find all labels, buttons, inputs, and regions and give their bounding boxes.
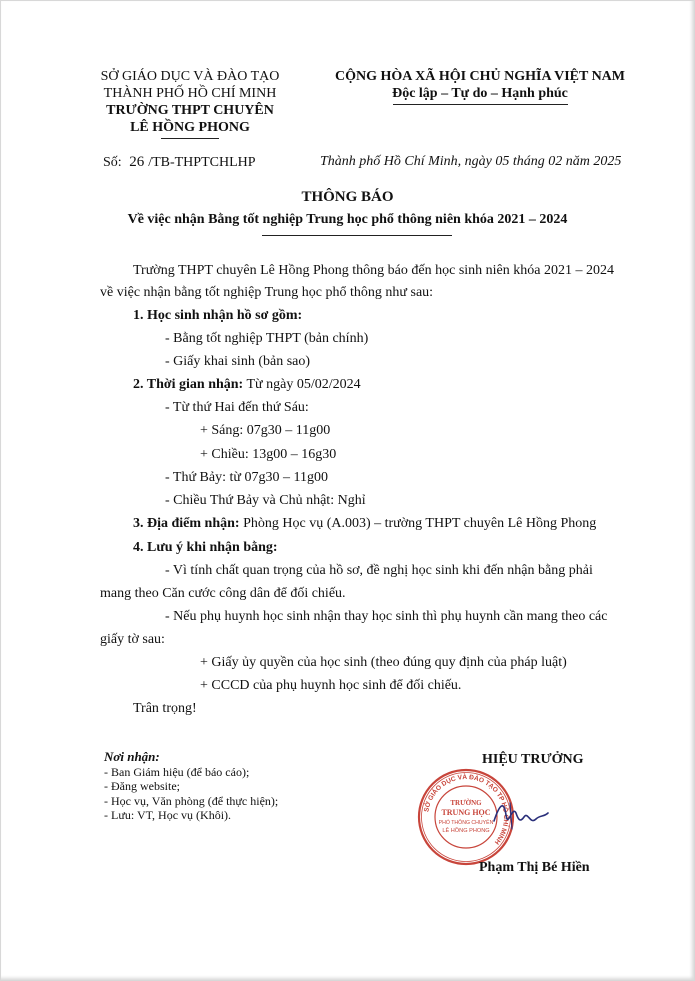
seal-inner-text: LÊ HỒNG PHONG [442, 828, 490, 834]
section-2-afternoon: + Chiều: 13g00 – 16g30 [200, 447, 337, 462]
intro-line-1: Trường THPT chuyên Lê Hồng Phong thông báo đến học sinh niên khóa 2021 – 2024 [133, 263, 614, 278]
document-title: THÔNG BÁO [301, 189, 394, 205]
seal-inner-text: TRUNG HỌC [441, 808, 491, 817]
document-number-value: 26 [129, 154, 145, 170]
closing-text: Trân trọng! [133, 701, 197, 716]
signer-title: HIỆU TRƯỞNG [482, 752, 584, 767]
issuer-school-name: LÊ HỒNG PHONG [130, 120, 250, 135]
national-title: CỘNG HÒA XÃ HỘI CHỦ NGHĨA VIỆT NAM [334, 69, 625, 84]
issuer-underline [161, 138, 219, 139]
issuer-school: TRƯỜNG THPT CHUYÊN [106, 103, 274, 118]
issuer-department: SỞ GIÁO DỤC VÀ ĐÀO TẠO [100, 69, 280, 84]
section-2-weekdays: - Từ thứ Hai đến thứ Sáu: [165, 400, 309, 415]
issuer-header [70, 68, 310, 139]
issuer-city: THÀNH PHỐ HỒ CHÍ MINH [103, 86, 277, 101]
document-subtitle: Về việc nhận Bằng tốt nghiệp Trung học phổ thông niên khóa 2021 – 2024 [127, 212, 568, 227]
document-date: Thành phố Hồ Chí Minh, ngày 05 tháng 02 năm 2025 [320, 154, 622, 169]
recipients-title: Nơi nhận: [104, 749, 160, 764]
subtitle-rule [262, 235, 452, 236]
signer-name: Phạm Thị Bé Hiền [479, 860, 590, 875]
section-4-heading: 4. Lưu ý khi nhận bằng: [133, 540, 278, 555]
handwritten-signature [490, 795, 550, 835]
section-2-saturday: - Thứ Bảy: từ 07g30 – 11g00 [165, 470, 328, 485]
recipient-item: - Ban Giám hiệu (để báo cáo); [104, 764, 250, 779]
section-1-heading: 1. Học sinh nhận hồ sơ gồm: [133, 308, 303, 323]
section-1-item: - Bằng tốt nghiệp THPT (bản chính) [165, 331, 369, 346]
recipient-item: - Lưu: VT, Học vụ (Khôi). [104, 808, 232, 822]
seal-outer-text: SỞ GIÁO DỤC VÀ ĐÀO TẠO TP HỒ CHÍ MINH [423, 773, 510, 846]
motto-underline [393, 104, 568, 105]
seal-inner-text: PHỔ THÔNG CHUYÊN [438, 820, 494, 826]
document-code: /TB-THPTCHLHP [148, 155, 256, 170]
section-1-item: - Giấy khai sinh (bản sao) [165, 354, 311, 369]
document-number [103, 153, 256, 173]
recipients-block [104, 750, 278, 823]
document-number-label: Số: [103, 155, 122, 170]
section-3-heading-label: 3. Địa điểm nhận: [133, 516, 240, 531]
section-2-heading [133, 376, 361, 394]
section-2-off: - Chiều Thứ Bảy và Chủ nhật: Nghỉ [165, 493, 366, 508]
section-3-value: Phòng Học vụ (A.003) – trường THPT chuyên Lê Hồng Phong [239, 516, 597, 531]
section-4-note-2-line-2: giấy tờ sau: [100, 632, 165, 647]
national-header [310, 68, 650, 105]
section-4-note-1-line-1: - Vì tính chất quan trọng của hồ sơ, đề nghị học sinh khi đến nhận bằng phải [165, 563, 593, 578]
seal-inner-text: TRƯỜNG [450, 799, 482, 807]
section-2-heading-label: 2. Thời gian nhận: [133, 377, 244, 392]
section-2-morning: + Sáng: 07g30 – 11g00 [200, 423, 331, 438]
section-3-heading [133, 515, 596, 533]
recipient-item: - Đăng website; [104, 779, 180, 793]
section-4-required-doc-2: + CCCD của phụ huynh học sinh để đối chiếu. [200, 678, 462, 693]
section-4-note-2-line-1: - Nếu phụ huynh học sinh nhận thay học sinh thì phụ huynh cần mang theo các [165, 609, 608, 624]
section-2-heading-value: Từ ngày 05/02/2024 [243, 377, 361, 392]
national-motto: Độc lập – Tự do – Hạnh phúc [392, 86, 568, 101]
intro-line-2: về việc nhận bằng tốt nghiệp Trung học phổ thông như sau: [100, 285, 434, 300]
section-4-note-1-line-2: mang theo Căn cước công dân để đối chiếu. [100, 586, 346, 601]
recipient-item: - Học vụ, Văn phòng (để thực hiện); [104, 793, 279, 808]
section-4-required-doc-1: + Giấy ủy quyền của học sinh (theo đúng quy định của pháp luật) [200, 655, 567, 670]
